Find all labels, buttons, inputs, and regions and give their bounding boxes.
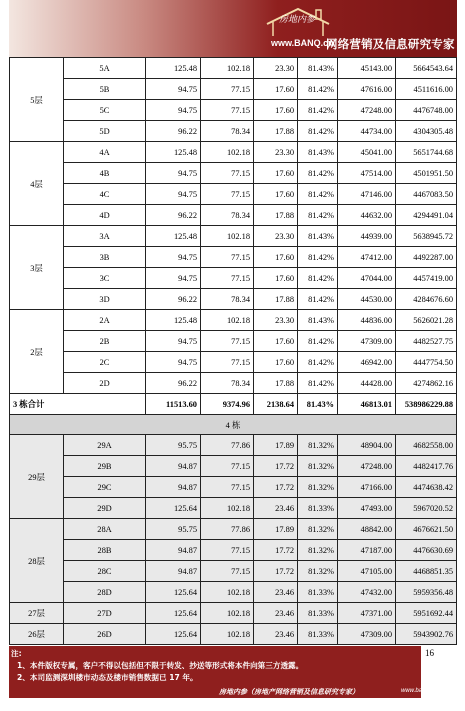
building-area-cell: 96.22	[146, 121, 201, 142]
table-row	[10, 477, 457, 498]
brand-name: 房地内参	[279, 14, 316, 24]
building-area-cell: 125.64	[146, 624, 201, 645]
inner-area-cell: 78.34	[201, 289, 254, 310]
shared-area-cell: 17.60	[254, 331, 298, 352]
unit-cell: 29A	[64, 435, 146, 456]
table-row	[10, 226, 457, 247]
total-price-cell: 4492287.00	[396, 247, 457, 268]
brand-url: www.BANQ.cn	[271, 38, 334, 48]
unit-price-cell: 47248.00	[338, 100, 396, 121]
unit-price-cell: 47514.00	[338, 163, 396, 184]
total-price-cell: 4482527.75	[396, 331, 457, 352]
total-price-cell: 5664543.64	[396, 58, 457, 79]
usage-rate-cell: 81.43%	[298, 226, 338, 247]
usage-rate-cell: 81.43%	[298, 310, 338, 331]
inner-area-cell: 77.15	[201, 477, 254, 498]
shared-area-cell: 17.72	[254, 477, 298, 498]
floor-cell: 28层	[10, 519, 64, 603]
usage-rate-cell: 81.42%	[298, 373, 338, 394]
unit-cell: 4B	[64, 163, 146, 184]
total-price-cell: 4476748.00	[396, 100, 457, 121]
shared-area-cell: 2138.64	[254, 394, 298, 415]
unit-cell: 5C	[64, 100, 146, 121]
section-title: 4 栋	[10, 415, 457, 435]
inner-area-cell: 77.15	[201, 456, 254, 477]
usage-rate-cell: 81.33%	[298, 603, 338, 624]
shared-area-cell: 17.72	[254, 456, 298, 477]
building-area-cell: 94.75	[146, 100, 201, 121]
unit-price-cell: 47432.00	[338, 582, 396, 603]
notes-line-2: 2、本司监测深圳楼市动态及楼市销售数据已 17 年。	[17, 673, 198, 682]
unit-cell: 4C	[64, 184, 146, 205]
building-area-cell: 94.75	[146, 247, 201, 268]
table-row	[10, 582, 457, 603]
total-price-cell: 5951692.44	[396, 603, 457, 624]
shared-area-cell: 23.30	[254, 310, 298, 331]
usage-rate-cell: 81.43%	[298, 394, 338, 415]
table-row	[10, 352, 457, 373]
usage-rate-cell: 81.43%	[298, 142, 338, 163]
building-area-cell: 125.48	[146, 310, 201, 331]
inner-area-cell: 77.15	[201, 163, 254, 184]
unit-price-cell: 47371.00	[338, 603, 396, 624]
unit-price-cell: 48842.00	[338, 519, 396, 540]
unit-cell: 28B	[64, 540, 146, 561]
table-row	[10, 268, 457, 289]
unit-price-cell: 47146.00	[338, 184, 396, 205]
table-row	[10, 205, 457, 226]
unit-cell: 28A	[64, 519, 146, 540]
header-title: 网络营销及信息研究专家	[326, 37, 455, 51]
inner-area-cell: 102.18	[201, 624, 254, 645]
inner-area-cell: 77.15	[201, 79, 254, 100]
building-area-cell: 125.48	[146, 226, 201, 247]
total-price-cell: 4511616.00	[396, 79, 457, 100]
table-row	[10, 540, 457, 561]
unit-price-cell: 44632.00	[338, 205, 396, 226]
unit-price-cell: 47412.00	[338, 247, 396, 268]
inner-area-cell: 102.18	[201, 498, 254, 519]
shared-area-cell: 17.60	[254, 163, 298, 184]
footer-text: 房地内参（房地产网络营销及信息研究专家）	[219, 687, 359, 696]
inner-area-cell: 78.34	[201, 205, 254, 226]
table-row	[10, 373, 457, 394]
building-area-cell: 94.75	[146, 268, 201, 289]
shared-area-cell: 23.46	[254, 603, 298, 624]
unit-price-cell: 44939.00	[338, 226, 396, 247]
shared-area-cell: 23.46	[254, 498, 298, 519]
table-row	[10, 184, 457, 205]
building-area-cell: 94.87	[146, 561, 201, 582]
total-price-cell: 4467083.50	[396, 184, 457, 205]
notes-line-1: 1、本件版权专属，客户不得以包括但不限于转发、抄送等形式将本件向第三方透露。	[17, 661, 304, 670]
shared-area-cell: 17.88	[254, 289, 298, 310]
shared-area-cell: 17.72	[254, 540, 298, 561]
inner-area-cell: 77.15	[201, 268, 254, 289]
inner-area-cell: 102.18	[201, 58, 254, 79]
usage-rate-cell: 81.32%	[298, 561, 338, 582]
usage-rate-cell: 81.32%	[298, 540, 338, 561]
inner-area-cell: 102.18	[201, 310, 254, 331]
unit-cell: 28D	[64, 582, 146, 603]
page-number: 16	[425, 648, 434, 658]
usage-rate-cell: 81.42%	[298, 163, 338, 184]
building-area-cell: 125.48	[146, 58, 201, 79]
usage-rate-cell: 81.43%	[298, 58, 338, 79]
floor-cell: 27层	[10, 603, 64, 624]
total-price-cell: 5959356.48	[396, 582, 457, 603]
usage-rate-cell: 81.42%	[298, 100, 338, 121]
unit-price-cell: 45041.00	[338, 142, 396, 163]
table-row	[10, 79, 457, 100]
building-area-cell: 125.48	[146, 142, 201, 163]
inner-area-cell: 77.15	[201, 331, 254, 352]
total-price-cell: 4284676.60	[396, 289, 457, 310]
unit-cell: 29D	[64, 498, 146, 519]
building-area-cell: 125.64	[146, 498, 201, 519]
building-area-cell: 125.64	[146, 582, 201, 603]
total-price-cell: 4482417.76	[396, 456, 457, 477]
table-row	[10, 289, 457, 310]
shared-area-cell: 17.72	[254, 561, 298, 582]
total-price-cell: 4457419.00	[396, 268, 457, 289]
usage-rate-cell: 81.33%	[298, 582, 338, 603]
unit-cell: 5D	[64, 121, 146, 142]
building-area-cell: 96.22	[146, 205, 201, 226]
unit-cell: 26D	[64, 624, 146, 645]
header-banner	[9, 0, 457, 57]
shared-area-cell: 23.30	[254, 58, 298, 79]
table-row	[10, 435, 457, 456]
building-area-cell: 96.22	[146, 373, 201, 394]
total-price-cell: 4468851.35	[396, 561, 457, 582]
inner-area-cell: 77.15	[201, 561, 254, 582]
building-area-cell: 94.87	[146, 477, 201, 498]
unit-price-cell: 47309.00	[338, 331, 396, 352]
unit-cell: 2A	[64, 310, 146, 331]
unit-cell: 4A	[64, 142, 146, 163]
shared-area-cell: 23.30	[254, 226, 298, 247]
total-row	[10, 394, 457, 415]
inner-area-cell: 77.86	[201, 519, 254, 540]
unit-cell: 4D	[64, 205, 146, 226]
usage-rate-cell: 81.42%	[298, 268, 338, 289]
table-row	[10, 247, 457, 268]
total-price-cell: 4474638.42	[396, 477, 457, 498]
table-row	[10, 142, 457, 163]
unit-price-cell: 47166.00	[338, 477, 396, 498]
unit-cell: 2D	[64, 373, 146, 394]
usage-rate-cell: 81.42%	[298, 121, 338, 142]
table-row	[10, 58, 457, 79]
total-price-cell: 4682558.00	[396, 435, 457, 456]
shared-area-cell: 23.46	[254, 582, 298, 603]
unit-price-cell: 44530.00	[338, 289, 396, 310]
unit-cell: 3C	[64, 268, 146, 289]
unit-price-cell: 47493.00	[338, 498, 396, 519]
unit-price-cell: 46813.01	[338, 394, 396, 415]
building-area-cell: 94.75	[146, 184, 201, 205]
unit-cell: 29C	[64, 477, 146, 498]
building-area-cell: 94.87	[146, 540, 201, 561]
unit-cell: 28C	[64, 561, 146, 582]
table-row	[10, 603, 457, 624]
shared-area-cell: 17.60	[254, 352, 298, 373]
shared-area-cell: 17.60	[254, 100, 298, 121]
total-price-cell: 4476630.69	[396, 540, 457, 561]
shared-area-cell: 23.30	[254, 142, 298, 163]
usage-rate-cell: 81.42%	[298, 352, 338, 373]
floor-cell: 4层	[10, 142, 64, 226]
unit-price-cell: 48904.00	[338, 435, 396, 456]
table-row	[10, 456, 457, 477]
unit-price-cell: 47044.00	[338, 268, 396, 289]
section-header-row	[10, 415, 457, 435]
inner-area-cell: 77.86	[201, 435, 254, 456]
building-area-cell: 94.75	[146, 163, 201, 184]
unit-price-cell: 44428.00	[338, 373, 396, 394]
sales-price-table	[9, 57, 457, 645]
building-area-cell: 95.75	[146, 519, 201, 540]
unit-price-cell: 44836.00	[338, 310, 396, 331]
inner-area-cell: 77.15	[201, 352, 254, 373]
floor-cell: 29层	[10, 435, 64, 519]
total-price-cell: 538986229.88	[396, 394, 457, 415]
unit-cell: 3B	[64, 247, 146, 268]
building-area-cell: 125.64	[146, 603, 201, 624]
shared-area-cell: 17.60	[254, 247, 298, 268]
table-row	[10, 519, 457, 540]
usage-rate-cell: 81.42%	[298, 289, 338, 310]
total-price-cell: 4294491.04	[396, 205, 457, 226]
total-price-cell: 4676621.50	[396, 519, 457, 540]
inner-area-cell: 77.15	[201, 184, 254, 205]
inner-area-cell: 78.34	[201, 373, 254, 394]
unit-cell: 3A	[64, 226, 146, 247]
shared-area-cell: 17.89	[254, 519, 298, 540]
unit-cell: 5B	[64, 79, 146, 100]
unit-price-cell: 47616.00	[338, 79, 396, 100]
unit-price-cell: 47309.00	[338, 624, 396, 645]
usage-rate-cell: 81.33%	[298, 498, 338, 519]
shared-area-cell: 17.88	[254, 205, 298, 226]
unit-cell: 2B	[64, 331, 146, 352]
inner-area-cell: 77.15	[201, 540, 254, 561]
unit-cell: 29B	[64, 456, 146, 477]
building-area-cell: 11513.60	[146, 394, 201, 415]
table-row	[10, 331, 457, 352]
notes-box	[9, 646, 421, 684]
floor-cell: 5层	[10, 58, 64, 142]
shared-area-cell: 17.88	[254, 373, 298, 394]
floor-cell: 3层	[10, 226, 64, 310]
inner-area-cell: 102.18	[201, 582, 254, 603]
table-row	[10, 624, 457, 645]
building-area-cell: 94.75	[146, 331, 201, 352]
total-price-cell: 5626021.28	[396, 310, 457, 331]
usage-rate-cell: 81.32%	[298, 519, 338, 540]
table-row	[10, 163, 457, 184]
unit-cell: 5A	[64, 58, 146, 79]
shared-area-cell: 23.46	[254, 624, 298, 645]
usage-rate-cell: 81.42%	[298, 205, 338, 226]
table-row	[10, 100, 457, 121]
building-area-cell: 95.75	[146, 435, 201, 456]
floor-cell: 26层	[10, 624, 64, 645]
unit-price-cell: 47248.00	[338, 456, 396, 477]
unit-price-cell: 47187.00	[338, 540, 396, 561]
building-area-cell: 94.87	[146, 456, 201, 477]
footer-url: www.banq.cn	[401, 688, 437, 694]
unit-price-cell: 47105.00	[338, 561, 396, 582]
unit-cell: 27D	[64, 603, 146, 624]
shared-area-cell: 17.89	[254, 435, 298, 456]
total-price-cell: 4501951.50	[396, 163, 457, 184]
shared-area-cell: 17.60	[254, 184, 298, 205]
building-area-cell: 94.75	[146, 79, 201, 100]
unit-cell: 3D	[64, 289, 146, 310]
building-area-cell: 94.75	[146, 352, 201, 373]
total-price-cell: 4447754.50	[396, 352, 457, 373]
usage-rate-cell: 81.32%	[298, 456, 338, 477]
inner-area-cell: 77.15	[201, 100, 254, 121]
usage-rate-cell: 81.32%	[298, 477, 338, 498]
total-price-cell: 4274862.16	[396, 373, 457, 394]
table-row	[10, 121, 457, 142]
usage-rate-cell: 81.33%	[298, 624, 338, 645]
unit-price-cell: 45143.00	[338, 58, 396, 79]
notes-heading: 注:	[11, 649, 22, 658]
inner-area-cell: 9374.96	[201, 394, 254, 415]
inner-area-cell: 78.34	[201, 121, 254, 142]
table-row	[10, 561, 457, 582]
inner-area-cell: 102.18	[201, 603, 254, 624]
floor-cell: 2层	[10, 310, 64, 394]
shared-area-cell: 17.88	[254, 121, 298, 142]
unit-cell: 2C	[64, 352, 146, 373]
usage-rate-cell: 81.42%	[298, 79, 338, 100]
total-price-cell: 5967020.52	[396, 498, 457, 519]
shared-area-cell: 17.60	[254, 79, 298, 100]
footer-bar	[9, 684, 437, 698]
shared-area-cell: 17.60	[254, 268, 298, 289]
total-price-cell: 5943902.76	[396, 624, 457, 645]
unit-price-cell: 44734.00	[338, 121, 396, 142]
usage-rate-cell: 81.42%	[298, 184, 338, 205]
usage-rate-cell: 81.42%	[298, 331, 338, 352]
table-row	[10, 498, 457, 519]
inner-area-cell: 77.15	[201, 247, 254, 268]
unit-price-cell: 46942.00	[338, 352, 396, 373]
total-price-cell: 5651744.68	[396, 142, 457, 163]
total-label-cell: 3 栋合计	[10, 394, 146, 415]
inner-area-cell: 102.18	[201, 142, 254, 163]
usage-rate-cell: 81.42%	[298, 247, 338, 268]
table-row	[10, 310, 457, 331]
total-price-cell: 4304305.48	[396, 121, 457, 142]
inner-area-cell: 102.18	[201, 226, 254, 247]
usage-rate-cell: 81.32%	[298, 435, 338, 456]
building-area-cell: 96.22	[146, 289, 201, 310]
total-price-cell: 5638945.72	[396, 226, 457, 247]
